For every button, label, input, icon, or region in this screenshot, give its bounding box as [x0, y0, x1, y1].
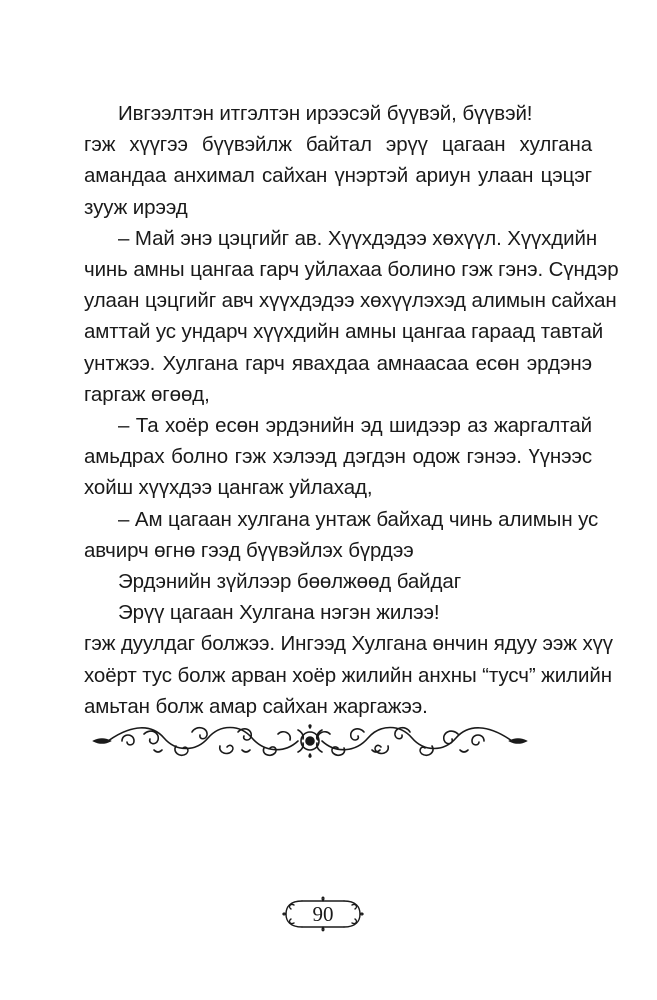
text-line: гаргаж өгөөд, — [84, 382, 210, 406]
text-line: хойш хүүхдээ цангаж уйлахад, — [84, 476, 373, 500]
text-line: амьдрах болно гэж хэлээд дэгдэн одож гэнээ. Үүнээс — [84, 445, 592, 469]
text-line: – Та хоёр есөн эрдэнийн эд шидээр аз жаргалтай — [118, 414, 592, 438]
text-line: гэж дуулдаг болжээ. Ингээд Хулгана өнчин ядуу ээж хүү — [84, 632, 613, 656]
text-line: – Май энэ цэцгийг ав. Хүүхдэдээ хөхүүл. Хүүхдийн — [118, 226, 598, 250]
text-line: Эрдэнийн зүйлээр бөөлжөөд байдаг — [118, 570, 462, 594]
text-line: зууж ирээд — [84, 195, 188, 219]
text-line: гэж хүүгээ бүүвэйлж байтал эрүү цагаан хулгана — [84, 133, 592, 157]
page-body-text — [84, 98, 619, 722]
text-line: Эрүү цагаан Хулгана нэгэн жилээ! — [118, 601, 440, 625]
text-line: унтжээ. Хулгана гарч явахдаа амнаасаа есөн эрдэнэ — [84, 351, 592, 375]
text-line: хоёрт тус болж арван хоёр жилийн анхны “тусч” жилийн — [84, 663, 612, 687]
floral-scroll-ornament-icon — [92, 716, 528, 766]
text-line: амьтан болж амар сайхан жаргажээ. — [84, 694, 428, 718]
text-line: Ивгээлтэн итгэлтэн ирээсэй бүүвэй, бүүвэй! — [118, 102, 533, 125]
text-line: авчирч өгнө гээд бүүвэйлэх бүрдээ — [84, 538, 414, 562]
page-number: 90 — [312, 902, 334, 926]
text-line: чинь амны цангаа гарч уйлахаа болино гэж гэнэ. Сүндэр — [84, 258, 619, 282]
text-line: – Ам цагаан хулгана унтаж байхад чинь алимын ус — [118, 507, 599, 531]
text-line: амттай ус ундарч хүүхдийн амны цангаа гараад тавтай — [84, 320, 604, 344]
page-number-badge — [280, 893, 366, 935]
text-line: амандаа анхимал сайхан үнэртэй ариун улаан цэцэг — [84, 164, 592, 188]
text-line: улаан цэцгийг авч хүүхдэдээ хөхүүлэхэд алимын сайхан — [84, 289, 617, 313]
